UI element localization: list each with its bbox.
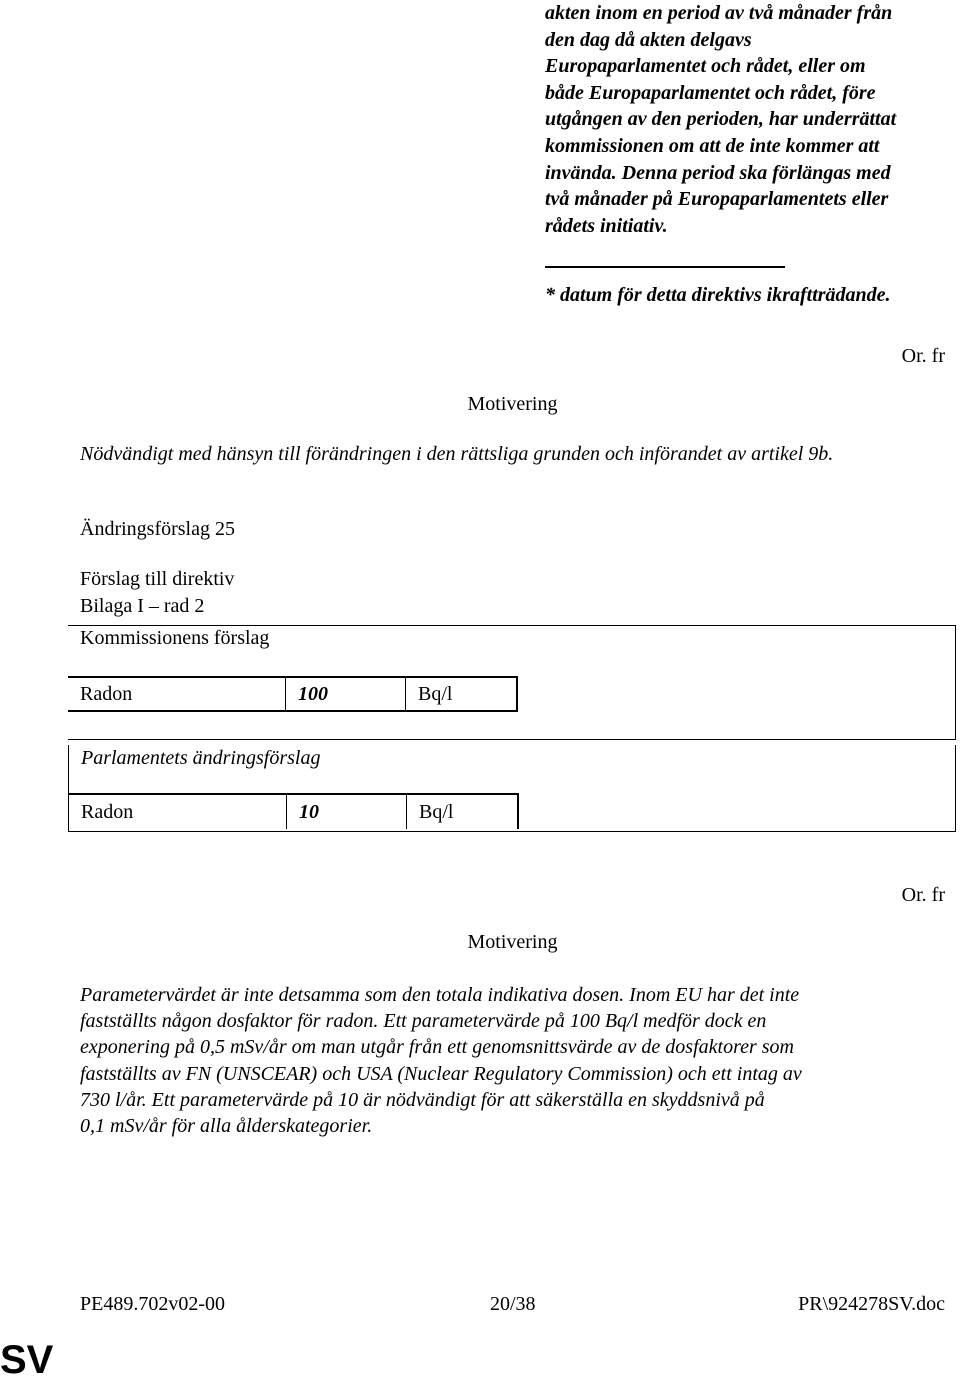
footnote-separator <box>545 266 785 268</box>
amendment-text-continuation <box>545 0 955 239</box>
footer-page-number: 20/38 <box>490 1293 536 1315</box>
text-line: både Europaparlamentet och rådet, före <box>545 81 876 104</box>
text-line: invända. Denna period ska förlängas med <box>545 161 891 184</box>
footer-file-name: PR\924278SV.doc <box>798 1293 945 1315</box>
parameter-value: 10 <box>287 795 407 829</box>
parliament-amendment-box <box>68 745 956 832</box>
parliament-label: Parlamentets ändringsförslag <box>81 747 321 769</box>
language-code: SV <box>0 1338 54 1382</box>
footer-document-number: PE489.702v02-00 <box>80 1293 225 1315</box>
motivering-heading: Motivering <box>467 393 558 415</box>
text-line: 730 l/år. Ett parametervärde på 10 är nödvändigt för att säkerställa en skyddsnivå på <box>80 1088 765 1111</box>
proposal-title: Förslag till direktiv <box>80 568 235 590</box>
parameter-name: Radon <box>69 795 287 829</box>
text-line: Parametervärdet är inte detsamma som den totala indikativa dosen. Inom EU har det inte <box>80 984 800 1006</box>
original-language-note: Or. fr <box>901 884 945 906</box>
motivering-heading: Motivering <box>467 931 558 953</box>
text-line: fastställts någon dosfaktor för radon. Ett parametervärde på 100 Bq/l medför dock en <box>80 1010 767 1033</box>
text-line: rådets initiativ. <box>545 214 668 237</box>
original-language-note: Or. fr <box>901 345 945 367</box>
parliament-row <box>69 793 519 829</box>
text-line: kommissionen om att de inte kommer att <box>545 134 880 157</box>
text-line: två månader på Europaparlamentets eller <box>545 188 889 211</box>
commission-label: Kommissionens förslag <box>80 627 270 649</box>
text-line: akten inom en period av två månader från <box>545 2 893 24</box>
parameter-name: Radon <box>68 678 286 710</box>
amendment-title: Ändringsförslag 25 <box>80 518 235 540</box>
commission-row <box>68 676 518 712</box>
text-line: fastställts av FN (UNSCEAR) och USA (Nuclear Regulatory Commission) och ett intag av <box>80 1062 802 1085</box>
text-line: exponering på 0,5 mSv/år om man utgår från ett genomsnittsvärde av de dosfaktorer som <box>80 1036 794 1059</box>
justification-text: Nödvändigt med hänsyn till förändringen i den rättsliga grunden och införandet av artikel 9b. <box>80 443 834 465</box>
commission-proposal-box <box>68 625 956 740</box>
text-line: 0,1 mSv/år för alla ålderskategorier. <box>80 1115 373 1138</box>
parameter-unit: Bq/l <box>418 682 453 705</box>
proposal-reference <box>80 566 234 620</box>
text-line: den dag då akten delgavs <box>545 28 752 51</box>
parameter-unit: Bq/l <box>419 800 454 823</box>
parameter-value: 100 <box>286 678 406 710</box>
justification-text <box>80 982 930 1139</box>
text-line: Europaparlamentet och rådet, eller om <box>545 55 866 78</box>
text-line: utgången av den perioden, har underrättat <box>545 108 897 131</box>
footnote: * datum för detta direktivs ikraftträdande. <box>545 284 891 306</box>
proposal-location: Bilaga I – rad 2 <box>80 595 205 617</box>
